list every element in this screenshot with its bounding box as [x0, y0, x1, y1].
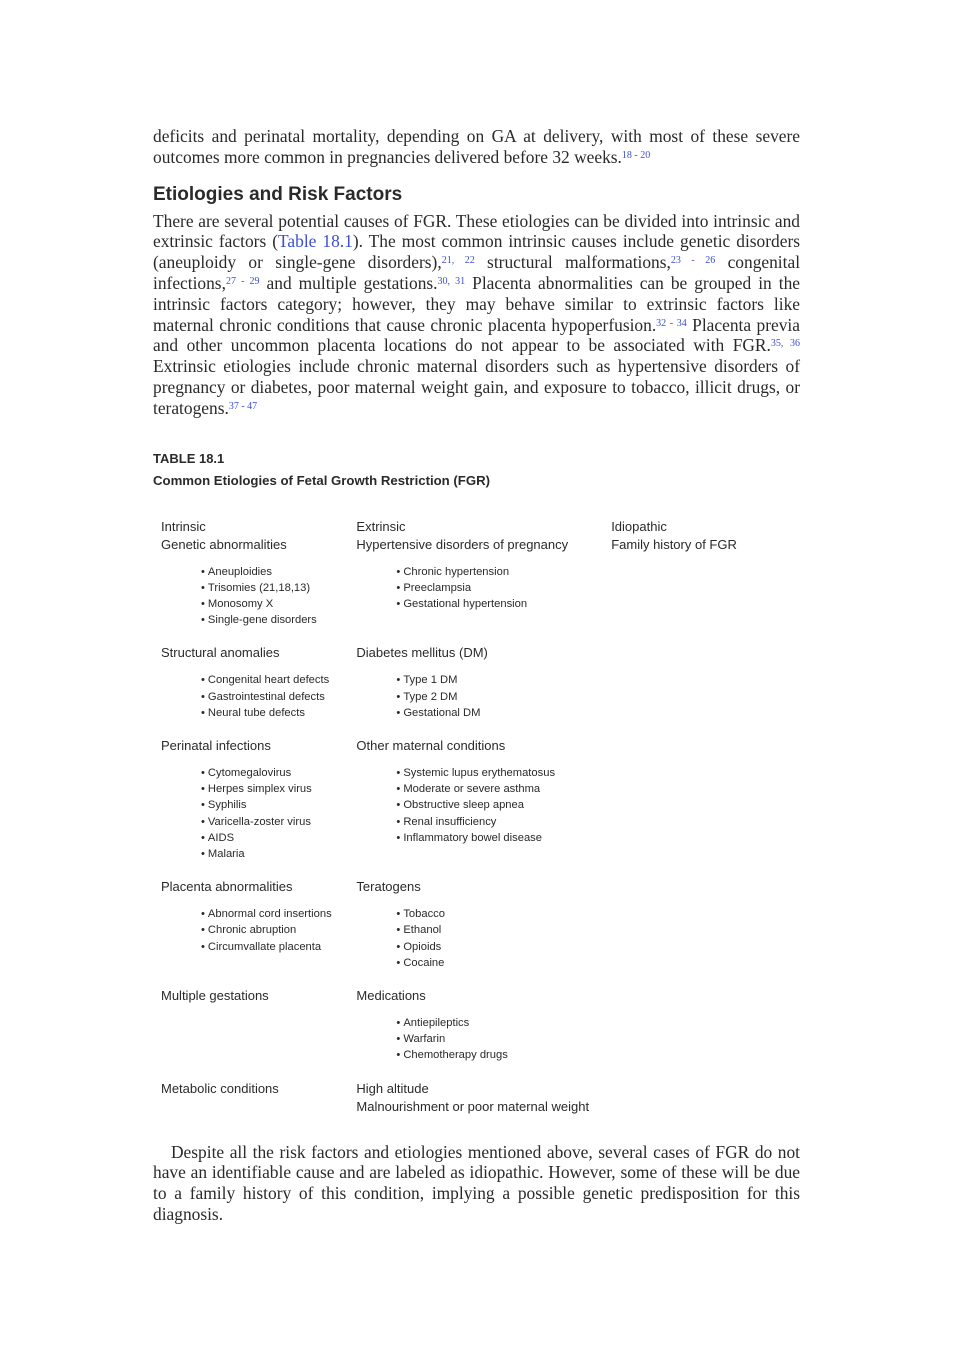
table-cell [161, 536, 356, 629]
table-row [161, 878, 800, 971]
list-item: • AIDS [201, 830, 356, 846]
etiologies-paragraph [153, 211, 800, 419]
intro-paragraph [153, 126, 800, 168]
list-item: • Antiepileptics [396, 1015, 611, 1031]
bullet-list [161, 564, 356, 629]
list-item: • Chronic hypertension [396, 564, 611, 580]
table-cell [356, 878, 611, 971]
list-item: • Chronic abruption [201, 922, 356, 938]
bullet-list [356, 1015, 611, 1064]
table-cell [161, 987, 356, 1064]
citation-ref[interactable]: 27 - 29 [225, 275, 260, 287]
table-row [161, 536, 800, 629]
bullet-list [161, 906, 356, 955]
table-cell [161, 878, 356, 971]
category-label: Perinatal infections [161, 737, 271, 753]
citation-ref[interactable]: 18 - 20 [621, 149, 651, 161]
list-item: • Cytomegalovirus [201, 765, 356, 781]
list-item: • Trisomies (21,18,13) [201, 580, 356, 596]
table-cell [611, 536, 800, 629]
list-item: • Abnormal cord insertions [201, 906, 356, 922]
table-cell [356, 536, 611, 629]
list-item: • Preeclampsia [396, 580, 611, 596]
list-item: • Chemotherapy drugs [396, 1047, 611, 1063]
section-heading: Etiologies and Risk Factors [153, 183, 403, 205]
bullet-list [356, 906, 611, 971]
list-item: • Varicella-zoster virus [201, 814, 356, 830]
citation-ref[interactable]: 35, 36 [770, 338, 800, 350]
citation-ref[interactable]: 30, 31 [437, 275, 466, 287]
table-cell [161, 737, 356, 862]
list-item: • Obstructive sleep apnea [396, 797, 611, 813]
list-item: • Inflammatory bowel disease [396, 830, 611, 846]
bullet-list [161, 765, 356, 862]
list-item: • Type 1 DM [396, 672, 611, 688]
bullet-list [356, 765, 611, 846]
list-item: • Neural tube defects [201, 705, 356, 721]
table-cell [161, 644, 356, 721]
category-label: Medications [356, 988, 426, 1004]
list-item: • Gestational DM [396, 705, 611, 721]
list-item: • Warfarin [396, 1031, 611, 1047]
page-content [153, 126, 800, 1225]
bullet-list [161, 672, 356, 721]
list-item: • Tobacco [396, 906, 611, 922]
citation-ref[interactable]: 32 - 34 [656, 317, 687, 329]
text-run: structural malformations, [474, 252, 671, 273]
list-item: • Systemic lupus erythematosus [396, 765, 611, 781]
text-run: Placenta abnormalities can be grouped in the intrinsic factors category; however, they may behave similar to extrinsic factors like maternal chronic conditions that cause chronic placenta hypoperfusion. [153, 272, 800, 335]
header-extrinsic: Extrinsic [356, 518, 406, 534]
table-header-row [161, 518, 800, 536]
category-label: Other maternal conditions [356, 737, 506, 753]
citation-ref[interactable]: 21, 22 [441, 255, 475, 267]
category-label: Family history of FGR [611, 536, 737, 552]
text-run: ). The most common intrinsic causes include genetic disorders (aneuploidy or single-gene disorders), [153, 231, 801, 273]
bullet-list [356, 564, 611, 613]
text-run: There are several potential causes of FGR. These etiologies can be divided into intrinsic and extrinsic factors ( [153, 210, 800, 252]
list-item: • Malaria [201, 846, 356, 862]
category-label: Structural anomalies [161, 645, 280, 661]
table-link[interactable]: Table 18.1 [278, 231, 353, 252]
table-cell [161, 1080, 356, 1116]
table-title: Common Etiologies of Fetal Growth Restriction (FGR) [153, 472, 491, 488]
category-label: Diabetes mellitus (DM) [356, 645, 488, 661]
category-label: Genetic abnormalities [161, 536, 287, 552]
category-label: Hypertensive disorders of pregnancy [356, 536, 569, 552]
list-item: • Gestational hypertension [396, 596, 611, 612]
intro-text: deficits and perinatal mortality, depending on GA at delivery, with most of these severe outcomes more common in pregnancies delivered before 32 weeks. [153, 126, 800, 167]
list-item: • Syphilis [201, 797, 356, 813]
table-row [161, 737, 800, 862]
table-row [161, 644, 800, 721]
list-item: • Herpes simplex virus [201, 781, 356, 797]
table-label: TABLE 18.1 [153, 450, 225, 466]
text-run: and multiple gestations. [259, 272, 438, 293]
list-item: • Renal insufficiency [396, 814, 611, 830]
category-label: Placenta abnormalities [161, 879, 293, 895]
category-label: Malnourishment or poor maternal weight [356, 1098, 590, 1114]
list-item: • Monosomy X [201, 596, 356, 612]
list-item: • Aneuploidies [201, 564, 356, 580]
list-item: • Ethanol [396, 922, 611, 938]
category-label: Teratogens [356, 879, 421, 895]
list-item: • Cocaine [396, 955, 611, 971]
closing-paragraph: Despite all the risk factors and etiologies mentioned above, several cases of FGR do not have an identifiable cause and are labeled as idiopathic. However, some of these will be due to a family history of this condition, implying a possible genetic predisposition for this diagnosis. [153, 1141, 800, 1225]
table-cell [356, 1080, 611, 1116]
list-item: • Type 2 DM [396, 689, 611, 705]
bullet-list [356, 672, 611, 721]
table-cell [356, 987, 611, 1064]
category-label: Multiple gestations [161, 988, 269, 1004]
list-item: • Opioids [396, 939, 611, 955]
header-intrinsic: Intrinsic [161, 518, 206, 534]
text-run: congenital infections, [153, 252, 801, 293]
table-cell [356, 644, 611, 721]
text-run: Extrinsic etiologies include chronic maternal disorders such as hypertensive disorders of pregnancy or diabetes, poor maternal weight gain, and exposure to tobacco, illicit drugs, or teratogens. [153, 356, 800, 418]
table-row [161, 987, 800, 1064]
citation-ref[interactable]: 23 - 26 [670, 255, 716, 267]
citation-ref[interactable]: 37 - 47 [228, 400, 258, 412]
list-item: • Moderate or severe asthma [396, 781, 611, 797]
table-cell [356, 737, 611, 862]
list-item: • Single-gene disorders [201, 612, 356, 628]
list-item: • Circumvallate placenta [201, 939, 356, 955]
header-idiopathic: Idiopathic [611, 518, 667, 534]
list-item: • Gastrointestinal defects [201, 689, 356, 705]
list-item: • Congenital heart defects [201, 672, 356, 688]
table-row [161, 1080, 800, 1116]
text-run: Placenta previa and other uncommon placenta locations do not appear to be associated with FGR. [153, 314, 800, 356]
etiologies-table [161, 518, 800, 1116]
category-label: Metabolic conditions [161, 1080, 279, 1096]
category-label: High altitude [356, 1080, 429, 1096]
